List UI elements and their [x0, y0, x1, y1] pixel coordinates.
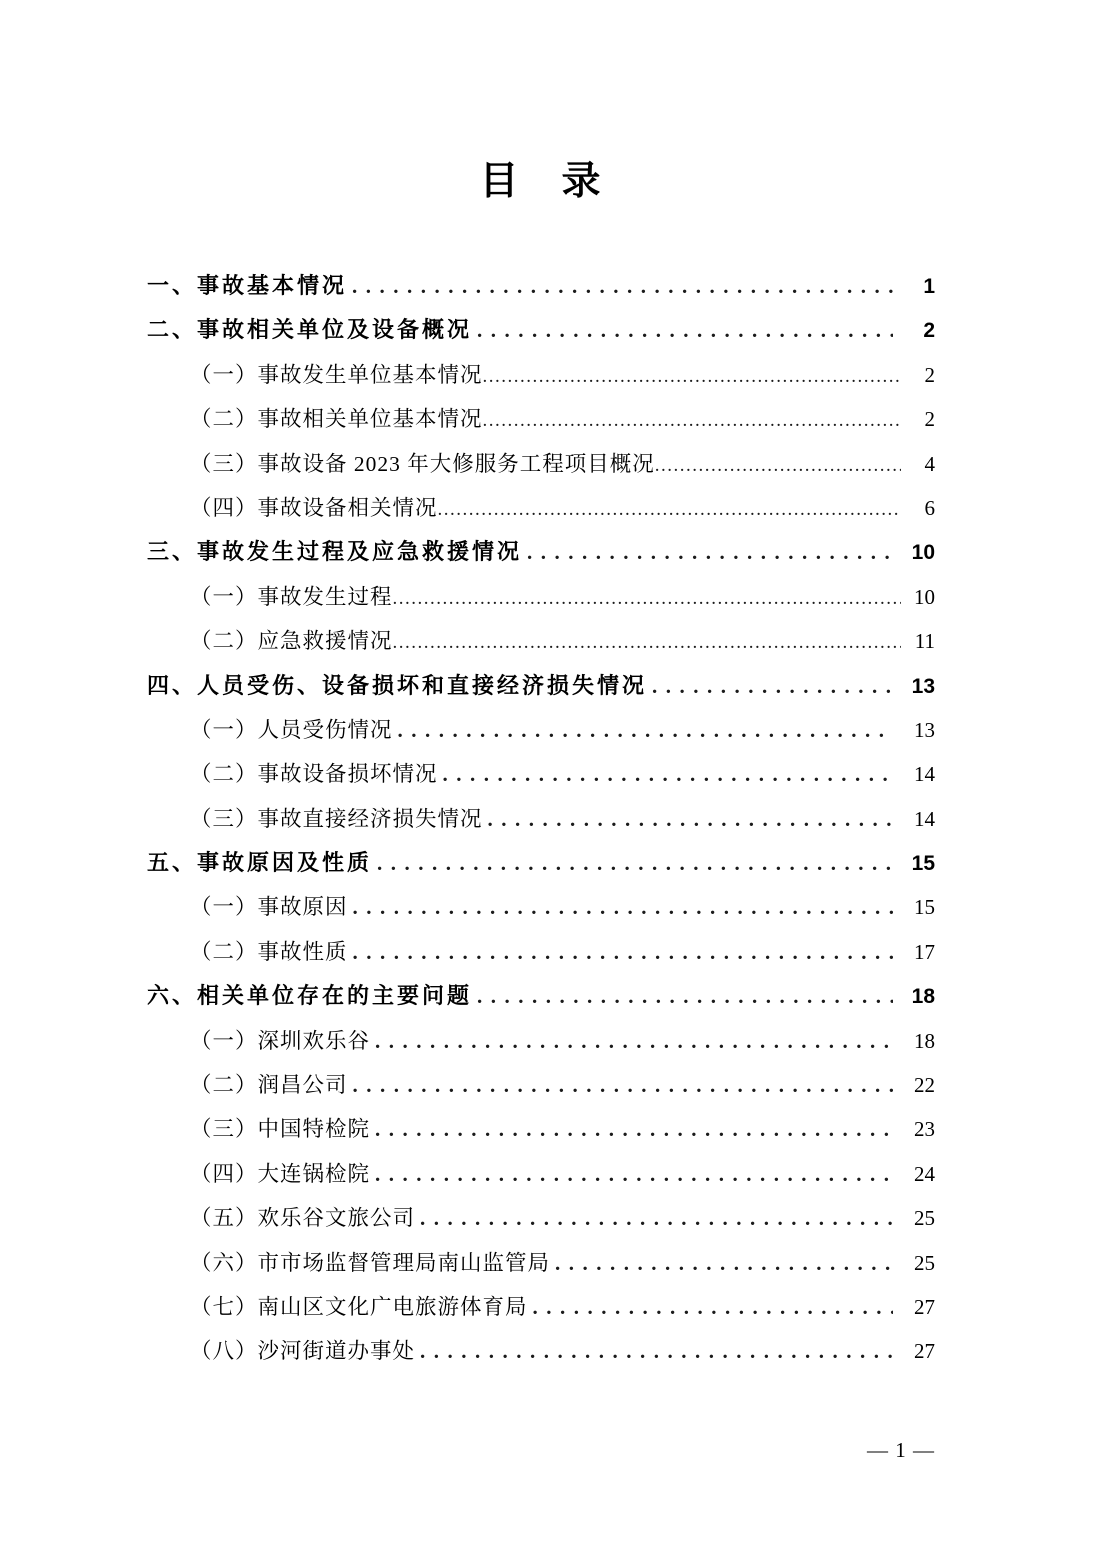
toc-leader-dots	[393, 577, 901, 622]
toc-entry	[147, 530, 935, 574]
toc-entry-label: 五、事故原因及性质	[147, 850, 373, 876]
toc-entry-label: （一）事故发生单位基本情况	[190, 362, 483, 387]
toc-entry-label: （一）事故原因	[190, 895, 348, 920]
page-title: 目 录	[479, 160, 603, 203]
page-footer	[867, 1438, 935, 1463]
toc-entry	[147, 264, 935, 308]
toc-entry-label: （一）事故发生过程	[190, 584, 393, 609]
toc-entry-label: 四、人员受伤、设备损坏和直接经济损失情况	[147, 672, 648, 698]
toc-entry-label: （五）欢乐谷文旅公司	[190, 1206, 416, 1231]
toc-leader-dots	[415, 1196, 893, 1243]
toc-leader-dots	[438, 752, 893, 799]
toc-entry-page: 14	[914, 762, 935, 787]
toc-leader-dots	[348, 930, 893, 977]
toc-entry	[147, 486, 935, 530]
toc-entry	[147, 308, 935, 352]
toc-entry-page: 4	[924, 451, 935, 476]
toc-entry	[147, 841, 935, 885]
toc-entry-page: 18	[914, 1028, 935, 1053]
toc-list	[147, 264, 935, 1374]
toc-entry-page: 23	[914, 1117, 935, 1142]
toc-entry-page: 22	[914, 1073, 935, 1098]
toc-entry-label: （三）事故直接经济损失情况	[190, 806, 483, 831]
toc-entry	[147, 1329, 935, 1373]
toc-entry-label: 一、事故基本情况	[147, 273, 348, 298]
toc-entry-label: （八）沙河街道办事处	[190, 1339, 416, 1364]
toc-entry	[147, 442, 935, 486]
toc-entry-page: 25	[914, 1250, 935, 1275]
footer-page-number: — 1 —	[867, 1438, 935, 1462]
toc-entry	[147, 1196, 935, 1240]
toc-leader-dots	[393, 621, 901, 666]
toc-entry	[147, 353, 935, 397]
toc-entry-page: 1	[923, 275, 935, 298]
toc-leader-dots	[483, 399, 901, 444]
toc-entry-page: 17	[914, 939, 935, 964]
toc-entry	[147, 885, 935, 929]
toc-entry-label: （三）事故设备 2023 年大修服务工程项目概况	[190, 451, 655, 476]
toc-leader-dots	[393, 708, 893, 755]
toc-entry	[147, 1019, 935, 1063]
toc-entry-page: 10	[911, 541, 935, 565]
toc-leader-dots	[472, 308, 893, 355]
toc-entry-label: （四）事故设备相关情况	[190, 495, 438, 520]
toc-entry-page: 24	[914, 1161, 935, 1186]
toc-entry-page: 11	[914, 629, 935, 654]
toc-entry-label: （二）润昌公司	[190, 1073, 348, 1098]
toc-entry-page: 25	[914, 1206, 935, 1231]
toc-leader-dots	[348, 1063, 893, 1110]
toc-entry-page: 15	[914, 895, 935, 920]
toc-entry	[147, 664, 935, 708]
toc-leader-dots	[472, 974, 893, 1021]
toc-entry	[147, 752, 935, 796]
toc-leader-dots	[415, 1329, 893, 1376]
toc-entry-label: 二、事故相关单位及设备概况	[147, 317, 473, 343]
toc-entry-page: 13	[911, 674, 935, 698]
toc-entry-page: 10	[914, 584, 935, 609]
toc-entry	[147, 1063, 935, 1107]
toc-entry	[147, 974, 935, 1018]
toc-leader-dots	[655, 444, 901, 489]
toc-entry-label: （二）事故相关单位基本情况	[190, 407, 483, 432]
toc-leader-dots	[370, 1107, 893, 1154]
toc-leader-dots	[647, 664, 893, 711]
toc-leader-dots	[348, 885, 893, 932]
toc-entry-page: 2	[923, 319, 935, 343]
toc-entry-label: （六）市市场监督管理局南山监管局	[190, 1250, 551, 1275]
toc-entry-page: 13	[914, 717, 935, 742]
toc-entry-label: （三）中国特检院	[190, 1117, 371, 1142]
toc-entry	[147, 1241, 935, 1285]
toc-leader-dots	[483, 355, 901, 400]
toc-entry-label: （一）人员受伤情况	[190, 717, 393, 742]
toc-entry-page: 27	[914, 1339, 935, 1364]
toc-entry	[147, 930, 935, 974]
toc-leader-dots	[347, 264, 893, 311]
toc-entry	[147, 397, 935, 441]
toc-entry-label: （二）事故设备损坏情况	[190, 762, 438, 787]
toc-entry-page: 6	[924, 495, 935, 520]
toc-entry-label: （七）南山区文化广电旅游体育局	[190, 1294, 528, 1319]
toc-leader-dots	[438, 488, 901, 533]
toc-entry	[147, 797, 935, 841]
toc-entry-label: （四）大连锅检院	[190, 1161, 371, 1186]
toc-entry-label: 六、相关单位存在的主要问题	[147, 983, 473, 1009]
toc-entry	[147, 708, 935, 752]
toc-leader-dots	[370, 1152, 893, 1199]
toc-entry-page: 2	[924, 362, 935, 387]
toc-leader-dots	[483, 797, 893, 844]
toc-leader-dots	[370, 1019, 893, 1066]
toc-leader-dots	[550, 1241, 893, 1288]
toc-leader-dots	[522, 530, 893, 577]
toc-entry	[147, 619, 935, 663]
toc-entry-page: 15	[911, 852, 935, 876]
toc-entry-page: 18	[911, 985, 935, 1009]
toc-entry	[147, 1107, 935, 1151]
toc-entry-page: 14	[914, 806, 935, 831]
toc-entry-label: （一）深圳欢乐谷	[190, 1028, 371, 1053]
toc-entry-page: 27	[914, 1294, 935, 1319]
toc-entry-label: （二）应急救援情况	[190, 629, 393, 654]
toc-entry-label: 三、事故发生过程及应急救援情况	[147, 539, 523, 565]
toc-entry	[147, 575, 935, 619]
toc-entry	[147, 1152, 935, 1196]
toc-leader-dots	[372, 841, 893, 888]
toc-leader-dots	[528, 1285, 893, 1332]
toc-entry-page: 2	[924, 407, 935, 432]
toc-entry-label: （二）事故性质	[190, 939, 348, 964]
toc-entry	[147, 1285, 935, 1329]
